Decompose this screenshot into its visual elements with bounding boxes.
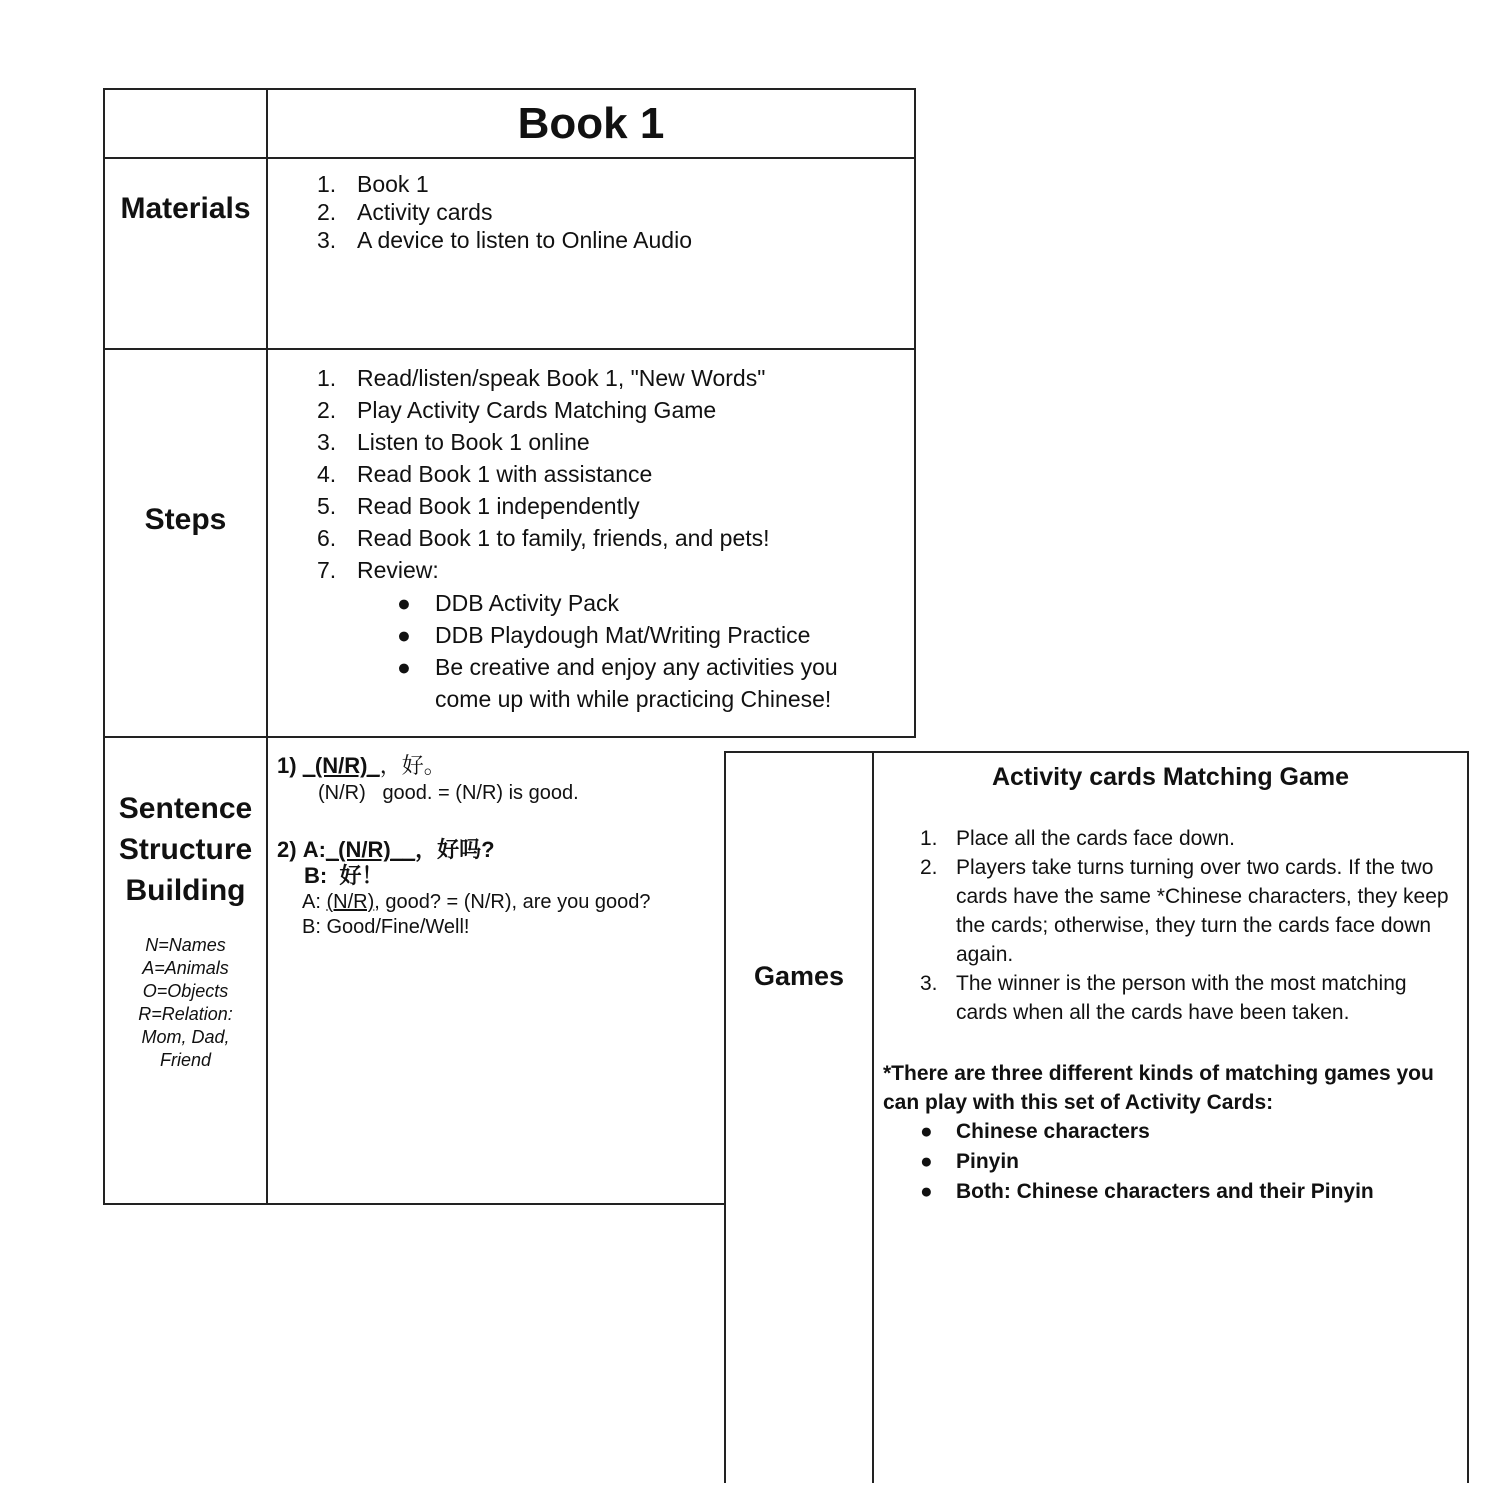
- list-item: ● Pinyin: [920, 1147, 1458, 1177]
- games-border-left: [724, 751, 726, 1483]
- list-item: 1. Place all the cards face down.: [920, 827, 1235, 850]
- games-table: [724, 751, 1469, 1483]
- list-item: 5. Read Book 1 independently: [317, 493, 640, 519]
- games-note: *There are three different kinds of matching games you can play with this set of Activity Cards:: [883, 1062, 1434, 1114]
- list-item: 1. Book 1: [317, 171, 429, 197]
- list-item: 3. Listen to Book 1 online: [317, 429, 590, 455]
- list-item: 2. Players take turns turning over two cards. If the two cards have the same *Chinese characters, they keep the cards; otherwise, they turn the cards face down again.: [920, 856, 1449, 966]
- sentence-example-2-gloss: A: (N/R), good? = (N/R), are you good? B: Good/Fine/Well!: [302, 891, 651, 938]
- list-item: 3. The winner is the person with the most matching cards when all the cards have been taken.: [920, 972, 1407, 1024]
- sentence-example-2-reply: B: 好！: [304, 863, 384, 888]
- table-divider-materials: [103, 348, 916, 350]
- bullet-icon: ●: [920, 1120, 933, 1143]
- bullet-icon: ●: [397, 654, 411, 680]
- bullet-icon: ●: [920, 1180, 933, 1203]
- list-item: 7. Review:: [317, 557, 439, 583]
- list-item: ● DDB Activity Pack: [397, 587, 877, 619]
- sentence-example-1-gloss: (N/R) good. = (N/R) is good.: [318, 782, 579, 804]
- sentence-example-1: 1) _(N/R)_，好。: [277, 753, 446, 778]
- bullet-icon: ●: [397, 590, 411, 616]
- list-item: ● Be creative and enjoy any activities you come up with while practicing Chinese!: [397, 651, 877, 715]
- sentence-example-2: 2) A:_(N/R)__，好吗?: [277, 837, 495, 862]
- table-divider-steps: [103, 736, 916, 738]
- review-list: [397, 587, 877, 715]
- table-column-divider: [266, 88, 268, 1205]
- list-item: ● DDB Playdough Mat/Writing Practice: [397, 619, 877, 651]
- games-column-divider: [872, 751, 874, 1483]
- bullet-icon: ●: [920, 1150, 933, 1173]
- games-border-right: [1467, 751, 1469, 1483]
- sentence-label: Sentence Structure Building: [118, 792, 253, 907]
- book-title: Book 1: [517, 99, 665, 148]
- steps-label: Steps: [144, 503, 227, 536]
- list-item: ● Chinese characters: [920, 1117, 1458, 1147]
- games-border-top: [724, 751, 1469, 753]
- materials-label: Materials: [120, 192, 251, 225]
- games-title: Activity cards Matching Game: [991, 763, 1350, 791]
- materials-list: [317, 170, 897, 254]
- abbreviation-legend: N=Names A=Animals O=Objects R=Relation: Mom, Dad, Friend: [138, 935, 233, 1070]
- list-item: 1. Read/listen/speak Book 1, "New Words": [317, 365, 766, 391]
- list-item: 6. Read Book 1 to family, friends, and pets!: [317, 525, 770, 551]
- bullet-icon: ●: [397, 622, 411, 648]
- list-item: 2. Activity cards: [317, 199, 493, 225]
- list-item: 2. Play Activity Cards Matching Game: [317, 397, 717, 423]
- list-item: ● Both: Chinese characters and their Pinyin: [920, 1177, 1458, 1207]
- steps-list: [317, 362, 897, 586]
- table-border-right: [914, 88, 916, 738]
- games-kinds-list: [920, 1117, 1458, 1207]
- games-steps-list: [920, 824, 1458, 1027]
- list-item: 4. Read Book 1 with assistance: [317, 461, 653, 487]
- list-item: 3. A device to listen to Online Audio: [317, 227, 692, 253]
- table-divider-title: [103, 157, 916, 159]
- table-border-top: [103, 88, 916, 90]
- games-label: Games: [753, 961, 845, 991]
